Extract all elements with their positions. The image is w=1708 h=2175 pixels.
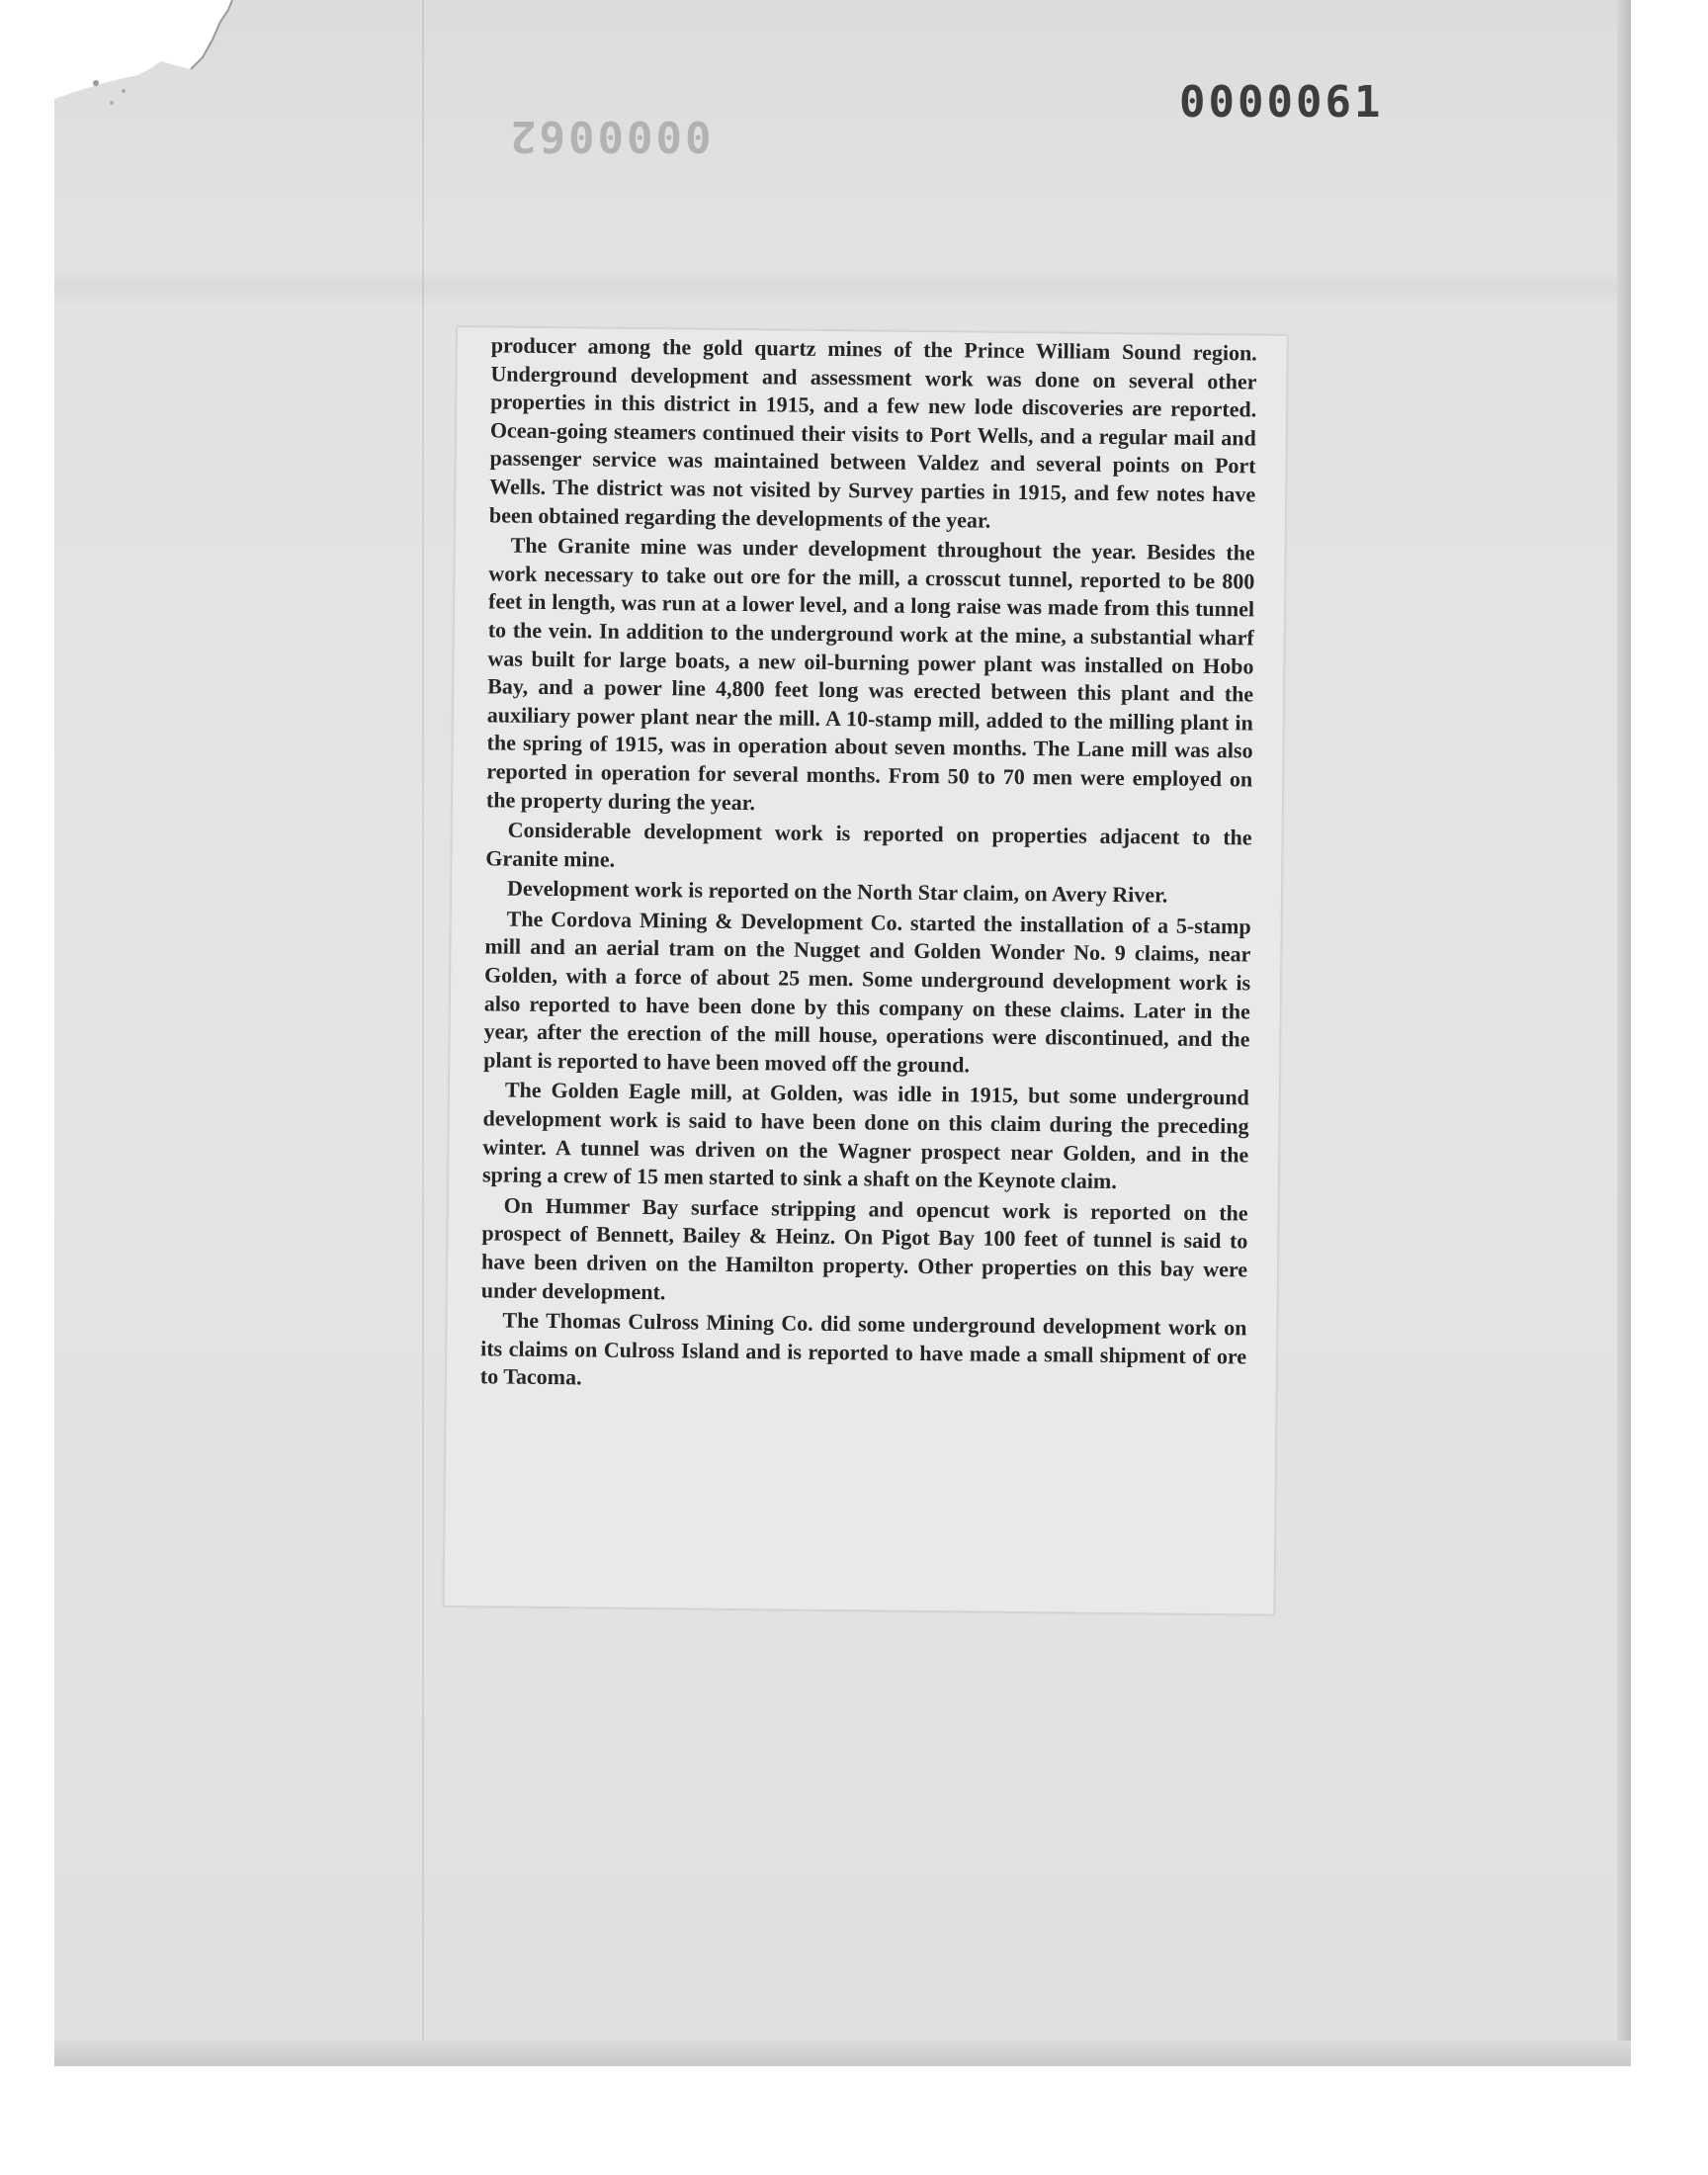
fold-shadow	[54, 267, 1631, 306]
sheet-right-edge	[1617, 0, 1631, 2066]
page-stamp-number: 0000061	[1179, 77, 1384, 128]
bleed-through-stamp: 0000062	[507, 111, 712, 161]
article-paragraph-6: The Golden Eagle mill, at Golden, was idle in 1915, but some underground development work is said to have been done on this claim during the preceding winter. A tunnel was driven on the Wagner prospect near Golden, and in the spring a crew of 15 men started to sink a shaft on the Keynote claim.	[481, 1077, 1250, 1194]
article-paragraph-3: Considerable development work is reported on properties adjacent to the Granite mine.	[485, 817, 1252, 872]
paper-sheet	[54, 0, 1631, 2066]
article-clipping	[443, 326, 1288, 1615]
margin-crease	[422, 0, 424, 2066]
article-paragraph-2: The Granite mine was under development throughout the year. Besides the work necessary to take out ore for the mill, a crosscut tunnel, reported to be 800 feet in length, was run at a lower level, and a long raise was made from this tunnel to the vein. In addition to the underground work at the mine, a substantial wharf was built for large boats, a new oil-burning power plant was installed on Hobo Bay, and a power line 4,800 feet long was erected between this plant and the auxiliary power plant near the mill. A 10-stamp mill, added to the milling plant in the spring of 1915, was in operation about seven months. The Lane mill was also reported in operation for several months. From 50 to 70 men were employed on the property during the year.	[485, 532, 1255, 815]
sheet-bottom-edge	[54, 2041, 1631, 2066]
torn-corner-icon	[54, 0, 292, 109]
article-paragraph-7: On Hummer Bay surface stripping and opencut work is reported on the prospect of Bennett, Bailey & Heinz. On Pigot Bay 100 feet of tunnel is said to have been driven on the Hamilton property. Other properties on this bay were under development.	[480, 1192, 1248, 1304]
article-paragraph-8: The Thomas Culross Mining Co. did some underground development work on its claims on Culross Island and is reported to have made a small shipment of ore to Tacoma.	[479, 1307, 1247, 1390]
article-paragraph-5: The Cordova Mining & Development Co. started the installation of a 5-stamp mill and an aerial tram on the Nugget and Golden Wonder No. 9 claims, near Golden, with a force of about 25 men. Some underground development work is also reported to have been done by this company on these claims. Later in the year, after the erection of the mill house, operations were discontinued, and the plant is reported to have been moved off the ground.	[483, 906, 1251, 1078]
article-paragraph-4: Development work is reported on the North Star claim, on Avery River.	[506, 875, 1168, 908]
article-paragraph-1: producer among the gold quartz mines of the Prince William Sound region. Underground development and assessment work was done on several other properties in this district in 1915, and a few new lode discoveries are reported. Ocean-going steamers continued their visits to Port Wells, and a regular mail and passenger service was maintained between Valdez and several points on Port Wells. The district was not visited by Survey parties in 1915, and few notes have been obtained regarding the developments of the year.	[488, 332, 1257, 533]
